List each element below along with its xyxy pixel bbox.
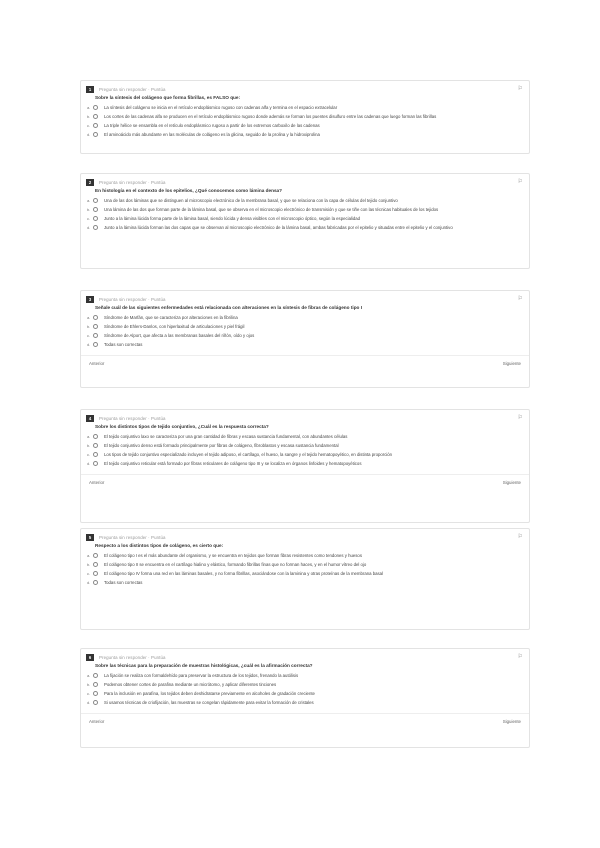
option-text: Los cortes de las cadenas alfa se producen en el retículo endoplásmico rugoso donde además se forman los puentes disulfuro entre las cadenas que luego forman las fibrillas — [104, 113, 437, 119]
flag-icon[interactable]: ⚐ — [517, 86, 523, 92]
option-letter: a. — [87, 433, 91, 439]
option-a[interactable] — [87, 551, 521, 560]
question-statement: Respecto a los distintos tipos de colágeno, es cierto que: — [95, 543, 224, 548]
option-letter: a. — [87, 672, 91, 678]
option-c[interactable] — [87, 214, 521, 223]
question-statement: Señale cuál de las siguientes enfermedades está relacionada con alteraciones en la síntesis de fibras de colágeno tipo I — [95, 305, 363, 310]
option-letter: a. — [87, 197, 91, 203]
option-b[interactable] — [87, 680, 521, 689]
question-number: 3 — [86, 296, 94, 303]
option-letter: d. — [87, 224, 91, 230]
option-d[interactable] — [87, 340, 521, 349]
option-text: El tejido conjuntivo reticular está formado por fibras reticulares de colágeno tipo III y se localiza en órganos linfoides y hematopoyéticos — [104, 460, 362, 466]
option-text: Una de las dos láminas que se distinguen al microscopio electrónico de la membrana basal, y que se relaciona con la capa de células del tejido conjuntivo — [104, 197, 398, 203]
radio-button[interactable] — [93, 452, 98, 457]
question-header — [81, 81, 529, 95]
radio-button[interactable] — [93, 216, 98, 221]
option-d[interactable] — [87, 698, 521, 707]
next-button[interactable]: Siguiente — [502, 480, 521, 486]
option-letter: d. — [87, 460, 91, 466]
question-number: 5 — [86, 534, 94, 541]
option-text: El tejido conjuntivo laxo se caracteriza por una gran cantidad de fibras y escasa sustancia fundamental, con abundantes células — [104, 433, 348, 439]
question-header — [81, 174, 529, 188]
radio-button[interactable] — [93, 562, 98, 567]
question-card-6 — [80, 648, 530, 748]
previous-button[interactable]: Anterior — [89, 361, 105, 367]
question-card-3 — [80, 290, 530, 388]
option-b[interactable] — [87, 322, 521, 331]
question-meta: Pregunta sin responder · Puntúa — [99, 535, 166, 540]
previous-button[interactable]: Anterior — [89, 480, 105, 486]
option-letter: b. — [87, 113, 91, 119]
option-text: La síntesis del colágeno se inicia en el retículo endoplásmico rugoso con cadenas alfa y termina en el espacio extracelular — [104, 104, 338, 110]
radio-button[interactable] — [93, 132, 98, 137]
radio-button[interactable] — [93, 324, 98, 329]
option-text: Todas son correctas — [104, 579, 143, 585]
navigation-footer — [81, 713, 529, 730]
option-letter: b. — [87, 323, 91, 329]
radio-button[interactable] — [93, 105, 98, 110]
radio-button[interactable] — [93, 123, 98, 128]
option-text: Junto a la lámina lúcida forma parte de la lámina basal, siendo lúcida y densa visibles con el microscopio óptico, según la especialidad — [104, 215, 361, 221]
option-c[interactable] — [87, 450, 521, 459]
radio-button[interactable] — [93, 443, 98, 448]
option-letter: a. — [87, 314, 91, 320]
option-c[interactable] — [87, 121, 521, 130]
question-header — [81, 410, 529, 424]
option-letter: d. — [87, 579, 91, 585]
radio-button[interactable] — [93, 682, 98, 687]
option-b[interactable] — [87, 112, 521, 121]
radio-button[interactable] — [93, 342, 98, 347]
option-letter: c. — [87, 332, 91, 338]
radio-button[interactable] — [93, 207, 98, 212]
option-b[interactable] — [87, 441, 521, 450]
question-meta: Pregunta sin responder · Puntúa — [99, 87, 166, 92]
question-number: 6 — [86, 654, 94, 661]
question-statement: En histología en el contexto de los epitelios, ¿Qué conocemos como lámina densa? — [95, 188, 283, 193]
option-text: Los tipos de tejido conjuntivo especializado incluyen el tejido adiposo, el cartílago, el hueso, la sangre y el tejido hematopoyético, en distinta proporción — [104, 451, 393, 457]
question-card-2 — [80, 173, 530, 269]
option-text: Síndrome de Marfán, que se caracteriza por alteraciones en la fibrilina — [104, 314, 238, 320]
option-text: Podemos obtener cortes de parafina mediante un micrótomo, y aplicar diferentes tinciones — [104, 681, 277, 687]
option-text: Junto a la lámina lúcida forman las dos capas que se observan al microscopio electrónico de la lámina basal, ambas fabricadas por el epitelio y situadas entre el epitelio y el conjuntivo — [104, 224, 453, 230]
question-number: 2 — [86, 179, 94, 186]
option-d[interactable] — [87, 130, 521, 139]
option-letter: c. — [87, 122, 91, 128]
option-letter: b. — [87, 442, 91, 448]
option-text: Síndrome de Alport, que afecta a las membranas basales del riñón, oído y ojos — [104, 332, 255, 338]
option-text: La fijación se realiza con formaldehído para preservar la estructura de los tejidos, frenando la autólisis — [104, 672, 299, 678]
question-statement: Sobre la síntesis del colágeno que forma fibrillas, es FALSO que: — [95, 95, 241, 100]
flag-icon[interactable]: ⚐ — [517, 179, 523, 185]
option-text: La triple hélice se ensambla en el retículo endoplásmico rugoso a partir de los extremos carboxilo de las cadenas — [104, 122, 320, 128]
option-c[interactable] — [87, 569, 521, 578]
option-text: Todas son correctas — [104, 341, 143, 347]
option-letter: d. — [87, 341, 91, 347]
radio-button[interactable] — [93, 434, 98, 439]
option-a[interactable] — [87, 671, 521, 680]
option-d[interactable] — [87, 223, 521, 232]
radio-button[interactable] — [93, 691, 98, 696]
question-number: 4 — [86, 415, 94, 422]
radio-button[interactable] — [93, 571, 98, 576]
radio-button[interactable] — [93, 553, 98, 558]
option-a[interactable] — [87, 313, 521, 322]
flag-icon[interactable]: ⚐ — [517, 415, 523, 421]
option-letter: c. — [87, 570, 91, 576]
next-button[interactable]: Siguiente — [502, 719, 521, 725]
option-text: El colágeno tipo II se encuentra en el cartílago hialino y elástico, formando fibrillas finas que no forman haces, y en el humor vítreo del ojo — [104, 561, 367, 567]
radio-button[interactable] — [93, 673, 98, 678]
option-text: Si usamos técnicas de criofijación, las muestras se congelan rápidamente para evitar la formación de cristales — [104, 699, 314, 705]
option-text: El aminoácido más abundante en las moléculas de colágeno es la glicina, seguido de la prolina y la hidroxiprolina — [104, 131, 320, 137]
option-letter: b. — [87, 206, 91, 212]
radio-button[interactable] — [93, 333, 98, 338]
next-button[interactable]: Siguiente — [502, 361, 521, 367]
option-b[interactable] — [87, 560, 521, 569]
previous-button[interactable]: Anterior — [89, 719, 105, 725]
option-text: Una lámina de las dos que forman parte de la lámina basal, que se observa en el microscopio electrónico de transmisión y que se tiñe con las técnicas habituales de los tejidos — [104, 206, 439, 212]
option-c[interactable] — [87, 689, 521, 698]
question-meta: Pregunta sin responder · Puntúa — [99, 655, 166, 660]
option-a[interactable] — [87, 432, 521, 441]
option-letter: b. — [87, 561, 91, 567]
option-letter: c. — [87, 451, 91, 457]
question-header — [81, 649, 529, 663]
option-letter: b. — [87, 681, 91, 687]
question-meta: Pregunta sin responder · Puntúa — [99, 180, 166, 185]
radio-button[interactable] — [93, 114, 98, 119]
question-statement: Sobre las técnicas para la preparación de muestras histológicas, ¿cuál es la afirmación correcta? — [95, 663, 313, 668]
question-card-4 — [80, 409, 530, 523]
radio-button[interactable] — [93, 580, 98, 585]
question-card-5 — [80, 528, 530, 630]
radio-button[interactable] — [93, 198, 98, 203]
option-text: El colágeno tipo IV forma una red en las láminas basales, y no forma fibrillas, asociándose con la laminina y otras proteínas de la membrana basal — [104, 570, 383, 576]
navigation-footer — [81, 355, 529, 372]
flag-icon[interactable]: ⚐ — [517, 654, 523, 660]
flag-icon[interactable]: ⚐ — [517, 296, 523, 302]
option-letter: d. — [87, 699, 91, 705]
option-a[interactable] — [87, 103, 521, 112]
flag-icon[interactable]: ⚐ — [517, 534, 523, 540]
question-meta: Pregunta sin responder · Puntúa — [99, 416, 166, 421]
option-letter: c. — [87, 215, 91, 221]
option-d[interactable] — [87, 459, 521, 468]
radio-button[interactable] — [93, 461, 98, 466]
option-c[interactable] — [87, 331, 521, 340]
question-header — [81, 529, 529, 543]
option-letter: c. — [87, 690, 91, 696]
radio-button[interactable] — [93, 225, 98, 230]
option-text: Síndrome de Ehlers-Danlos, con hiperlaxitud de articulaciones y piel frágil — [104, 323, 245, 329]
question-number: 1 — [86, 86, 94, 93]
option-letter: a. — [87, 552, 91, 558]
option-text: Para la inclusión en parafina, los tejidos deben deshidratarse previamente en alcoholes de gradación creciente — [104, 690, 315, 696]
option-letter: a. — [87, 104, 91, 110]
radio-button[interactable] — [93, 700, 98, 705]
question-header — [81, 291, 529, 305]
option-b[interactable] — [87, 205, 521, 214]
question-statement: Sobre los distintos tipos de tejido conjuntivo, ¿Cuál es la respuesta correcta? — [95, 424, 269, 429]
option-a[interactable] — [87, 196, 521, 205]
question-card-1 — [80, 80, 530, 154]
option-d[interactable] — [87, 578, 521, 587]
radio-button[interactable] — [93, 315, 98, 320]
question-meta: Pregunta sin responder · Puntúa — [99, 297, 166, 302]
option-letter: d. — [87, 131, 91, 137]
option-text: El tejido conjuntivo denso está formado principalmente por fibras de colágeno, fibroblastos y escasa sustancia fundamental — [104, 442, 339, 448]
navigation-footer — [81, 474, 529, 491]
option-text: El colágeno tipo I es el más abundante del organismo, y se encuentra en tejidos que forman fibras resistentes como tendones y huesos — [104, 552, 362, 558]
